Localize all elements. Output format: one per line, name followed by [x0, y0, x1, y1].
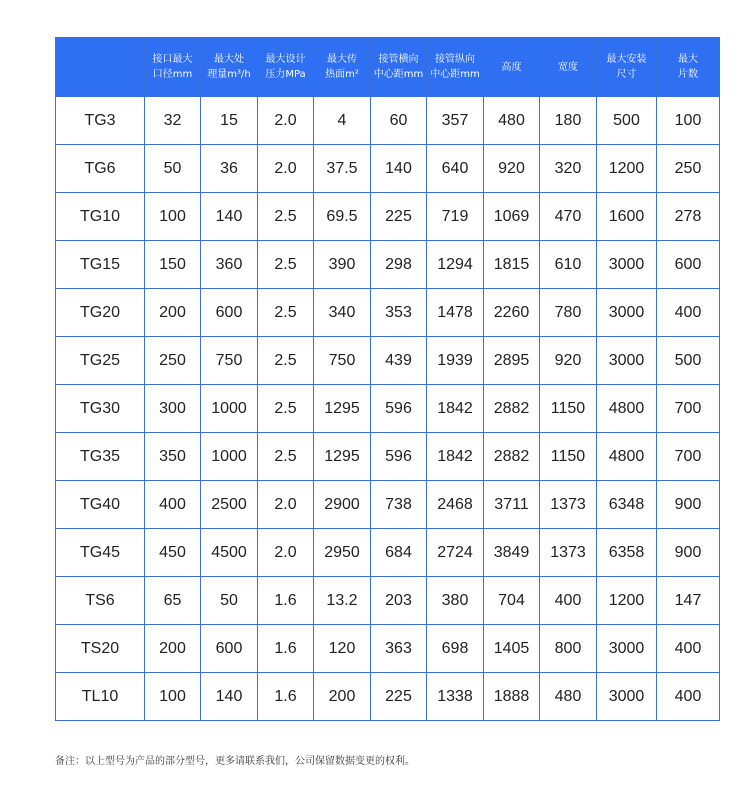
table-cell: 596 [371, 385, 427, 433]
table-cell: 610 [540, 241, 597, 289]
table-cell: 250 [657, 145, 720, 193]
table-header-row [56, 38, 720, 97]
table-cell: 140 [201, 193, 258, 241]
table-cell: 340 [314, 289, 371, 337]
table-cell: 1478 [427, 289, 484, 337]
table-cell: 37.5 [314, 145, 371, 193]
table-cell: 480 [484, 97, 540, 145]
table-cell: 2950 [314, 529, 371, 577]
header-cell-horizontal-distance: 接管横向 中心距mm [371, 38, 427, 97]
table-cell: 750 [314, 337, 371, 385]
table-cell: 4800 [597, 385, 657, 433]
table-cell: 278 [657, 193, 720, 241]
model-cell: TG3 [56, 97, 145, 145]
header-cell-flow: 最大处 理量m³/h [201, 38, 258, 97]
table-cell: 2260 [484, 289, 540, 337]
table-cell: 32 [145, 97, 201, 145]
table-cell: 1000 [201, 433, 258, 481]
table-row [56, 625, 720, 673]
table-cell: 450 [145, 529, 201, 577]
table-cell: 2500 [201, 481, 258, 529]
header-cell-port-diameter: 接口最大 口径mm [145, 38, 201, 97]
header-cell-height: 高度 [484, 38, 540, 97]
table-cell: 50 [201, 577, 258, 625]
table-cell: 1888 [484, 673, 540, 721]
table-cell: 1842 [427, 385, 484, 433]
model-cell: TG35 [56, 433, 145, 481]
table-cell: 750 [201, 337, 258, 385]
table-cell: 3711 [484, 481, 540, 529]
table-row [56, 337, 720, 385]
table-cell: 596 [371, 433, 427, 481]
table-cell: 500 [657, 337, 720, 385]
table-cell: 1150 [540, 385, 597, 433]
table-cell: 3000 [597, 673, 657, 721]
table-cell: 13.2 [314, 577, 371, 625]
table-cell: 36 [201, 145, 258, 193]
model-cell: TG20 [56, 289, 145, 337]
table-cell: 100 [145, 193, 201, 241]
table-row [56, 577, 720, 625]
table-cell: 4500 [201, 529, 258, 577]
table-cell: 600 [657, 241, 720, 289]
table-cell: 1939 [427, 337, 484, 385]
table-cell: 390 [314, 241, 371, 289]
table-cell: 2.5 [258, 289, 314, 337]
table-cell: 120 [314, 625, 371, 673]
table-cell: 60 [371, 97, 427, 145]
model-cell: TG45 [56, 529, 145, 577]
table-cell: 2882 [484, 385, 540, 433]
table-cell: 1815 [484, 241, 540, 289]
table-cell: 2.5 [258, 241, 314, 289]
table-cell: 69.5 [314, 193, 371, 241]
table-cell: 780 [540, 289, 597, 337]
table-cell: 1373 [540, 529, 597, 577]
table-cell: 800 [540, 625, 597, 673]
table-cell: 2.5 [258, 385, 314, 433]
model-cell: TG6 [56, 145, 145, 193]
table-cell: 1295 [314, 433, 371, 481]
table-cell: 1405 [484, 625, 540, 673]
table-cell: 150 [145, 241, 201, 289]
model-cell: TG30 [56, 385, 145, 433]
table-cell: 1.6 [258, 673, 314, 721]
table-cell: 3000 [597, 241, 657, 289]
table-cell: 380 [427, 577, 484, 625]
table-cell: 1150 [540, 433, 597, 481]
table-cell: 3000 [597, 289, 657, 337]
table-cell: 400 [145, 481, 201, 529]
table-cell: 400 [657, 625, 720, 673]
table-cell: 300 [145, 385, 201, 433]
table-row [56, 481, 720, 529]
table-cell: 225 [371, 673, 427, 721]
table-cell: 2895 [484, 337, 540, 385]
table-cell: 50 [145, 145, 201, 193]
table-cell: 704 [484, 577, 540, 625]
model-cell: TG10 [56, 193, 145, 241]
table-cell: 3000 [597, 337, 657, 385]
table-cell: 2.5 [258, 433, 314, 481]
table-cell: 180 [540, 97, 597, 145]
table-cell: 470 [540, 193, 597, 241]
table-row [56, 673, 720, 721]
table-cell: 920 [540, 337, 597, 385]
table-cell: 147 [657, 577, 720, 625]
table-cell: 1069 [484, 193, 540, 241]
table-cell: 400 [540, 577, 597, 625]
model-cell: TS20 [56, 625, 145, 673]
model-cell: TS6 [56, 577, 145, 625]
table-cell: 357 [427, 97, 484, 145]
table-cell: 1295 [314, 385, 371, 433]
table-cell: 1.6 [258, 577, 314, 625]
header-cell-pressure: 最大设计 压力MPa [258, 38, 314, 97]
table-cell: 6358 [597, 529, 657, 577]
table-cell: 1200 [597, 577, 657, 625]
table-cell: 2.5 [258, 337, 314, 385]
table-cell: 353 [371, 289, 427, 337]
table-cell: 140 [201, 673, 258, 721]
table-row [56, 193, 720, 241]
table-cell: 900 [657, 481, 720, 529]
footnote: 备注：以上型号为产品的部分型号，更多请联系我们，公司保留数据变更的权利。 [55, 756, 415, 767]
table-cell: 15 [201, 97, 258, 145]
table-cell: 2.0 [258, 529, 314, 577]
model-cell: TL10 [56, 673, 145, 721]
table-cell: 1000 [201, 385, 258, 433]
table-cell: 65 [145, 577, 201, 625]
table-cell: 700 [657, 433, 720, 481]
table-cell: 250 [145, 337, 201, 385]
table-body [56, 97, 720, 721]
table-cell: 2900 [314, 481, 371, 529]
table-cell: 4 [314, 97, 371, 145]
table-cell: 6348 [597, 481, 657, 529]
table-cell: 640 [427, 145, 484, 193]
table-row [56, 97, 720, 145]
table-cell: 700 [657, 385, 720, 433]
table-cell: 140 [371, 145, 427, 193]
table-cell: 1.6 [258, 625, 314, 673]
table-cell: 3849 [484, 529, 540, 577]
table-cell: 684 [371, 529, 427, 577]
table-cell: 2.5 [258, 193, 314, 241]
table-cell: 400 [657, 289, 720, 337]
table-cell: 363 [371, 625, 427, 673]
table-cell: 1200 [597, 145, 657, 193]
table-cell: 1294 [427, 241, 484, 289]
table-cell: 600 [201, 625, 258, 673]
table-cell: 298 [371, 241, 427, 289]
table-cell: 480 [540, 673, 597, 721]
table-cell: 920 [484, 145, 540, 193]
model-cell: TG25 [56, 337, 145, 385]
table-cell: 2882 [484, 433, 540, 481]
table-cell: 1600 [597, 193, 657, 241]
table-cell: 500 [597, 97, 657, 145]
table-row [56, 385, 720, 433]
table-row [56, 145, 720, 193]
table-row [56, 289, 720, 337]
table-cell: 738 [371, 481, 427, 529]
table-cell: 225 [371, 193, 427, 241]
table-cell: 600 [201, 289, 258, 337]
table-cell: 2.0 [258, 481, 314, 529]
table-cell: 3000 [597, 625, 657, 673]
header-cell-model [56, 38, 145, 97]
table-cell: 1338 [427, 673, 484, 721]
table-cell: 2.0 [258, 97, 314, 145]
table-cell: 200 [145, 625, 201, 673]
table-cell: 1373 [540, 481, 597, 529]
header-cell-width: 宽度 [540, 38, 597, 97]
table-cell: 360 [201, 241, 258, 289]
table-cell: 320 [540, 145, 597, 193]
spec-table [55, 37, 720, 721]
table-cell: 100 [657, 97, 720, 145]
table-cell: 1842 [427, 433, 484, 481]
header-cell-heat-area: 最大传 热面m² [314, 38, 371, 97]
header-cell-plate-count: 最大 片数 [657, 38, 720, 97]
table-cell: 4800 [597, 433, 657, 481]
table-cell: 203 [371, 577, 427, 625]
table-cell: 698 [427, 625, 484, 673]
table-cell: 350 [145, 433, 201, 481]
model-cell: TG15 [56, 241, 145, 289]
table-cell: 2468 [427, 481, 484, 529]
table-cell: 900 [657, 529, 720, 577]
table-row [56, 433, 720, 481]
table-cell: 200 [314, 673, 371, 721]
table-cell: 439 [371, 337, 427, 385]
table-row [56, 529, 720, 577]
model-cell: TG40 [56, 481, 145, 529]
table-cell: 100 [145, 673, 201, 721]
table-cell: 400 [657, 673, 720, 721]
table-cell: 200 [145, 289, 201, 337]
table-cell: 719 [427, 193, 484, 241]
header-cell-vertical-distance: 接管纵向 中心距mm [427, 38, 484, 97]
table-row [56, 241, 720, 289]
header-cell-install-size: 最大安装 尺寸 [597, 38, 657, 97]
table-cell: 2.0 [258, 145, 314, 193]
table-cell: 2724 [427, 529, 484, 577]
